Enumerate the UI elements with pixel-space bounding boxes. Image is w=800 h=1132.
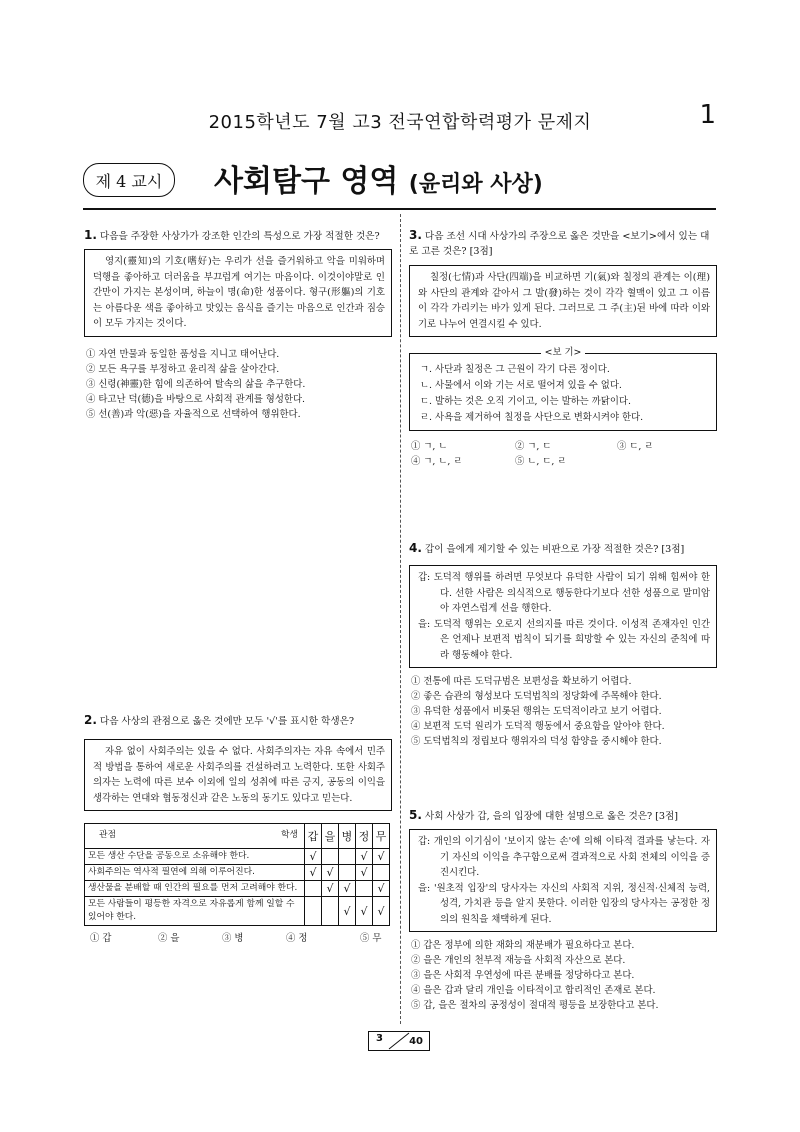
mark-cell [356,881,373,897]
subject-sub: (윤리와 사상) [408,172,543,197]
choice[interactable]: ⑤ 도덕법칙의 정립보다 행위자의 덕성 함양을 중시해야 한다. [411,736,662,747]
page-counter [368,1031,430,1051]
mark-cell: √ [339,881,356,897]
choice[interactable]: ① ㄱ, ㄴ [411,441,448,452]
mark-cell: √ [373,881,390,897]
q5-passage [409,829,717,932]
question-3 [409,228,717,469]
q3-stem: 3. 다음 조선 시대 사상가의 주장으로 옳은 것만을 <보기>에서 있는 대로 고른 것은? [3점] [409,228,710,257]
header-rule [83,208,716,210]
viewpoint-cell: 모든 생산 수단을 공동으로 소유해야 한다. [85,849,305,865]
mark-cell [339,865,356,881]
student-header: 갑 [305,824,322,849]
bogi-item: ㄴ. 사물에서 이와 기는 서로 떨어져 있을 수 없다. [420,380,622,391]
speaker-gap: 갑: 도덕적 행위를 하려면 무엇보다 유덕한 사람이 되기 위해 힘써야 한다. 선한 사람은 의식적으로 행동한다기보다 선한 성품으로 말미암아 자연스럽게 선을 행한다. [418,572,710,614]
table-header-row [85,824,390,849]
q1-passage: 영지(靈知)의 기호(嗜好)는 우리가 선을 즐거워하고 악을 미워하며 덕행을 좋아하고 더러움을 부끄럽게 여기는 마음이다. 이것이야말로 인간만이 가지는 본성이며, 하늘이 명(命)한 성품이다. 형구(形軀)의 기호는 아름다운 색을 좋아하고 맛있는 음식을 즐기는 마음으로 인간과 짐승이 모두 가지는 것이다. [84,249,392,337]
mark-cell: √ [305,849,322,865]
column-divider [400,214,401,1024]
bogi-label: <보 기> [541,347,586,358]
total-pages: 40 [409,1036,423,1047]
q5-stem: 5. 사회 사상가 갑, 을의 입장에 대한 설명으로 옳은 것은? [3점] [409,808,679,822]
choice[interactable]: ④ ㄱ, ㄴ, ㄹ [411,456,463,467]
mark-cell [322,897,339,926]
choice[interactable]: ⑤ ㄴ, ㄷ, ㄹ [515,456,567,467]
choice[interactable]: ② 을은 개인의 천부적 재능을 사회적 자산으로 본다. [411,955,626,966]
q2-stem: 2. 다음 사상의 관점으로 옳은 것에만 모두 '√'를 표시한 학생은? [84,713,355,727]
q2-check-table [84,823,390,926]
choice[interactable]: ⑤ 무 [360,933,382,944]
exam-title: 2015학년도 7월 고3 전국연합학력평가 문제지 [208,112,592,133]
mark-cell: √ [322,881,339,897]
question-4 [409,541,717,749]
table-row [85,849,390,865]
choice[interactable]: ④ 정 [286,933,308,944]
q3-choices [409,439,717,469]
choice[interactable]: ② 모든 욕구를 부정하고 윤리적 삶을 살아간다. [86,363,280,375]
choice[interactable]: ② 좋은 습관의 형성보다 도덕법칙의 정당화에 주목해야 한다. [411,691,662,702]
table-row [85,881,390,897]
mark-cell [305,881,322,897]
mark-cell: √ [322,865,339,881]
mark-cell: √ [356,865,373,881]
mark-cell [305,897,322,926]
choice[interactable]: ③ 유덕한 성품에서 비롯된 행위는 도덕적이라고 보기 어렵다. [411,706,662,717]
choice[interactable]: ② ㄱ, ㄷ [515,441,552,452]
choice[interactable]: ① 전통에 따른 도덕규범은 보편성을 확보하기 어렵다. [411,676,632,687]
bogi-box [409,353,717,431]
corner-cell: 관점 학생 [85,824,305,849]
choice[interactable]: ④ 을은 갑과 달리 개인을 이타적이고 합리적인 존재로 본다. [411,985,656,996]
question-1 [84,228,392,422]
q3-passage: 칠정(七情)과 사단(四端)을 비교하면 기(氣)와 칠정의 관계는 이(理)와 사단의 관계와 같아서 그 발(發)하는 것이 각각 혈맥이 있고 그 이름이 각각 가리키는 바가 있게 된다. 그러므로 그 주(主)된 바에 따라 이와 기로 나누어 연결시킬 수 있다. [409,265,717,337]
q4-choices [409,674,717,749]
choice[interactable]: ① 갑 [90,933,112,944]
choice[interactable]: ③ ㄷ, ㄹ [617,441,654,452]
speaker-gap: 갑: 개인의 이기심이 '보이지 않는 손'에 의해 이타적 결과를 낳는다. 자기 자신의 이익을 추구함으로써 결과적으로 사회 전체의 이익을 증진시킨다. [418,836,710,878]
choice[interactable]: ② 을 [158,933,180,944]
subject-title [214,156,543,200]
viewpoint-cell: 생산물을 분배할 때 인간의 필요를 먼저 고려해야 한다. [85,881,305,897]
q4-passage [409,565,717,668]
student-header: 병 [339,824,356,849]
student-header: 무 [373,824,390,849]
bogi-item: ㄱ. 사단과 칠정은 그 근원이 각기 다른 정이다. [420,364,610,375]
subject-main: 사회탐구 영역 [214,164,399,199]
current-page: 3 [376,1033,383,1044]
q3-bogi [409,347,717,431]
choice[interactable]: ④ 보편적 도덕 원리가 도덕적 행동에서 중요함을 알아야 한다. [411,721,665,732]
choice[interactable]: ① 갑은 정부에 의한 재화의 재분배가 필요하다고 본다. [411,940,635,951]
viewpoint-cell: 사회주의는 역사적 필연에 의해 이루어진다. [85,865,305,881]
page-number: 1 [699,100,716,130]
choice[interactable]: ① 자연 만물과 동일한 품성을 지니고 태어난다. [86,348,280,360]
student-header: 을 [322,824,339,849]
bogi-item: ㄹ. 사욕을 제거하여 칠정을 사단으로 변화시켜야 한다. [420,412,644,423]
question-2 [84,713,392,946]
q4-stem: 4. 갑이 을에게 제기할 수 있는 비판으로 가장 적절한 것은? [3점] [409,541,685,555]
q5-choices [409,938,717,1013]
speaker-eul: 을: '원초적 입장'의 당사자는 자신의 사회적 지위, 정신적·신체적 능력, 성격, 가치관 등을 알지 못한다. 이러한 입장의 당사자는 공정한 정의의 원칙을 채택하게 된다. [418,882,710,925]
choice[interactable]: ③ 신령(神靈)한 힘에 의존하여 탈속의 삶을 추구한다. [86,378,306,390]
mark-cell [339,849,356,865]
mark-cell: √ [373,897,390,926]
choice[interactable]: ③ 을은 사회적 우연성에 따른 분배를 정당하다고 본다. [411,970,635,981]
choice[interactable]: ⑤ 갑, 을은 절차의 공정성이 절대적 평등을 보장한다고 본다. [411,1000,659,1011]
viewpoint-cell: 모든 사람들이 평등한 자격으로 자유롭게 함께 일할 수 있어야 한다. [85,897,305,926]
mark-cell: √ [356,849,373,865]
mark-cell: √ [339,897,356,926]
mark-cell: √ [356,897,373,926]
question-5 [409,808,717,1013]
bogi-item: ㄷ. 발하는 것은 오직 기이고, 이는 발하는 까닭이다. [420,396,631,407]
session-badge: 제 4 교시 [83,163,175,197]
q2-passage: 자유 없이 사회주의는 있을 수 없다. 사회주의자는 자유 속에서 민주적 방법을 통하여 새로운 사회주의를 건설하려고 노력한다. 또한 사회주의자는 노력에 따른 보수 이외에 일의 성취에 따른 긍지, 공동의 이익을 생각하는 연대와 협동정신과 같은 노동의 동기도 있다고 믿는다. [84,739,392,811]
table-row [85,865,390,881]
choice[interactable]: ⑤ 선(善)과 악(惡)을 자율적으로 선택하여 행위한다. [86,408,301,420]
speaker-eul: 을: 도덕적 행위는 오로지 선의지를 따른 것이다. 이성적 존재자인 인간은 언제나 보편적 법칙이 되기를 희망할 수 있는 자신의 준칙에 따라 행동해야 한다. [418,618,710,661]
choice[interactable]: ③ 병 [222,933,244,944]
q1-stem: 1. 다음을 주장한 사상가가 강조한 인간의 특성으로 가장 적절한 것은? [84,228,380,242]
mark-cell: √ [305,865,322,881]
mark-cell [322,849,339,865]
student-header: 정 [356,824,373,849]
mark-cell [373,865,390,881]
mark-cell: √ [373,849,390,865]
table-row [85,897,390,926]
q1-choices [84,347,392,422]
q2-choices [84,931,392,946]
choice[interactable]: ④ 타고난 덕(德)을 바탕으로 사회적 관계를 형성한다. [86,393,305,405]
